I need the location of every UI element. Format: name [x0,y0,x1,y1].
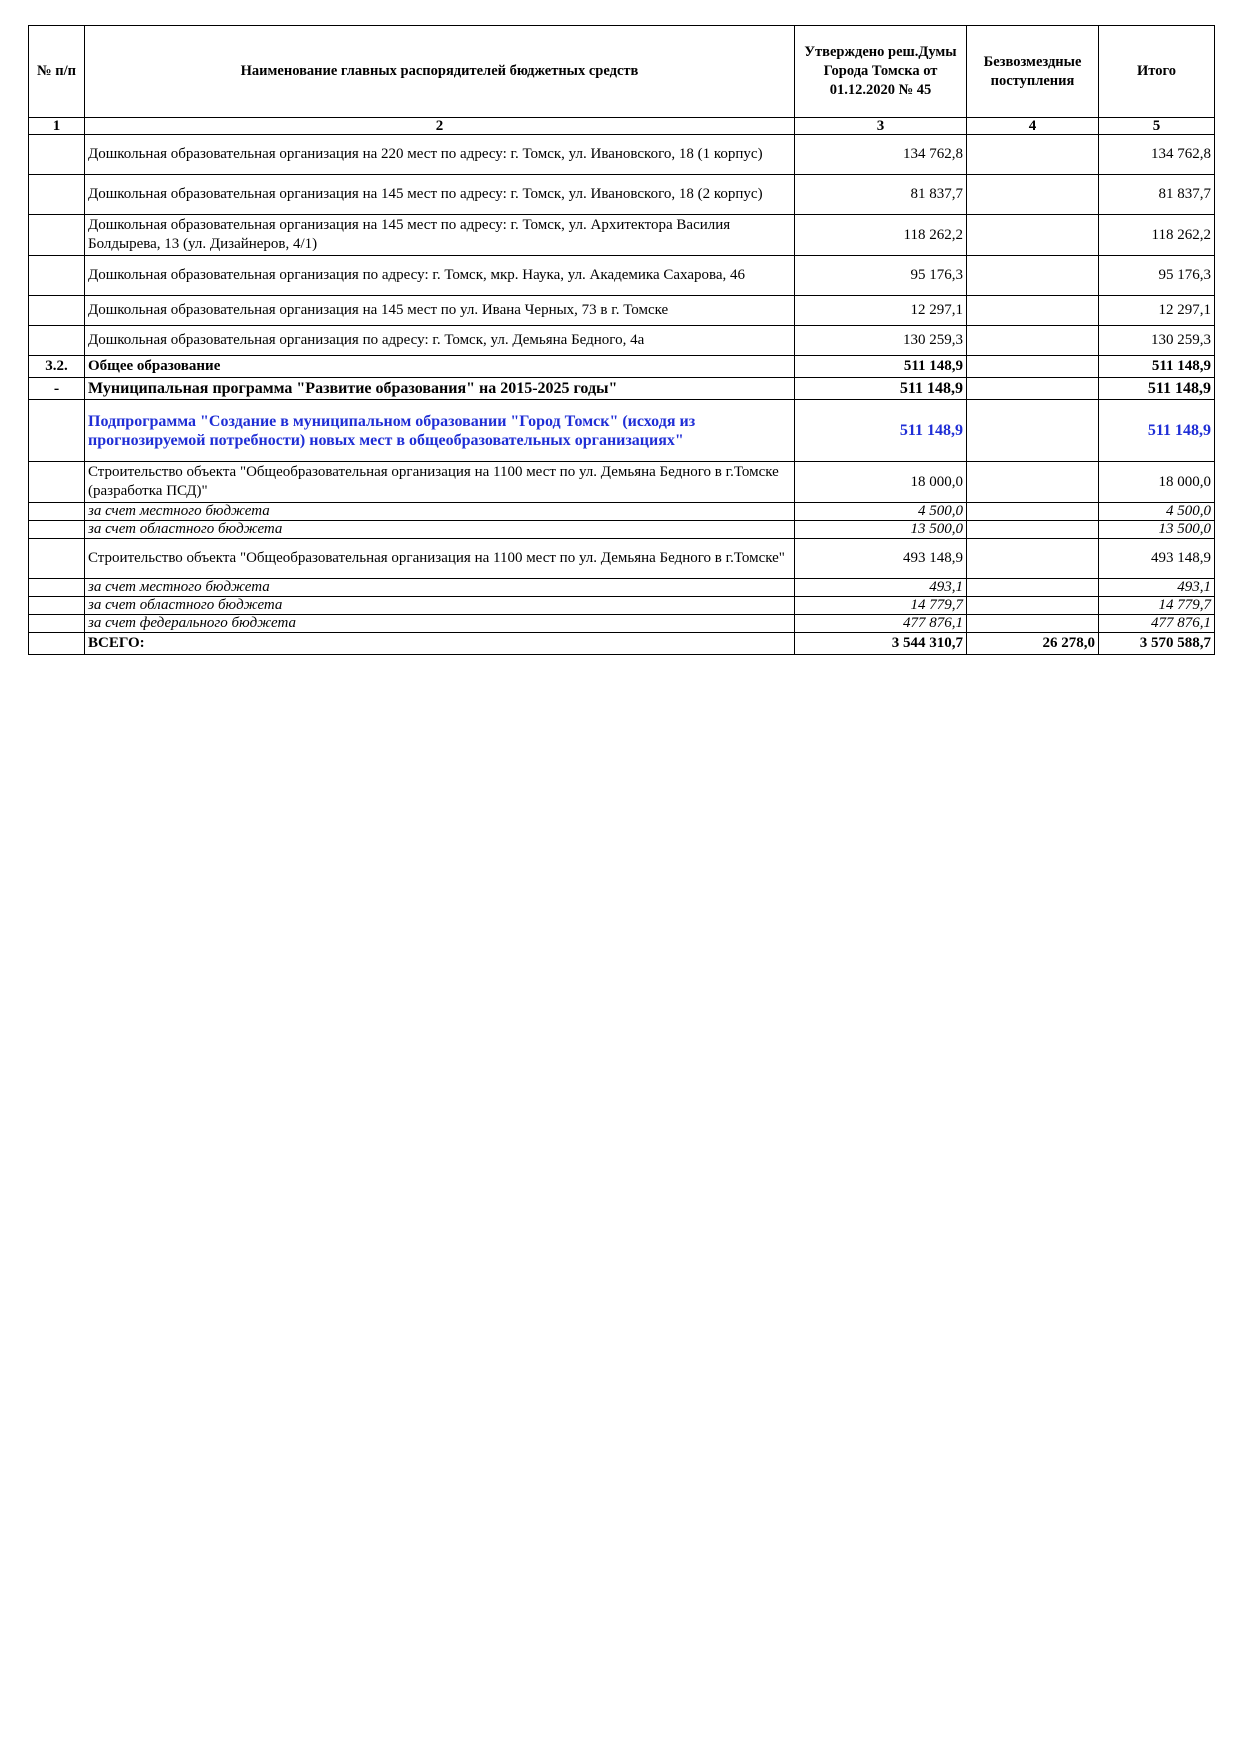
row-approved: 134 762,8 [795,135,967,175]
row-approved: 4 500,0 [795,503,967,521]
row-approved: 14 779,7 [795,597,967,615]
row-approved: 13 500,0 [795,521,967,539]
row-name: Строительство объекта "Общеобразовательная организация на 1100 мест по ул. Демьяна Бедного в г.Томске" [85,539,795,579]
row-name: ВСЕГО: [85,633,795,655]
header-grants: Безвозмездные поступления [967,26,1099,118]
row-name: Дошкольная образовательная организация на 145 мест по ул. Ивана Черных, 73 в г. Томске [85,296,795,326]
row-total: 14 779,7 [1099,597,1215,615]
row-approved: 95 176,3 [795,256,967,296]
row-grants [967,296,1099,326]
row-total: 511 148,9 [1099,400,1215,462]
row-name: Общее образование [85,356,795,378]
row-approved: 118 262,2 [795,215,967,256]
row-number [29,521,85,539]
row-name: Дошкольная образовательная организация на 145 мест по адресу: г. Томск, ул. Архитектора Василия Болдырева, 13 (ул. Дизайнеров, 4/1) [85,215,795,256]
row-grants [967,615,1099,633]
row-total: 477 876,1 [1099,615,1215,633]
row-number [29,579,85,597]
funding-source-row [29,503,1215,521]
row-grants [967,462,1099,503]
row-total: 12 297,1 [1099,296,1215,326]
row-name: за счет федерального бюджета [85,615,795,633]
row-approved: 493 148,9 [795,539,967,579]
section-row [29,356,1215,378]
row-number: - [29,378,85,400]
row-number [29,215,85,256]
row-number [29,326,85,356]
row-total: 118 262,2 [1099,215,1215,256]
row-grants: 26 278,0 [967,633,1099,655]
funding-source-row [29,615,1215,633]
row-number [29,597,85,615]
row-name: Дошкольная образовательная организация на 220 мест по адресу: г. Томск, ул. Ивановского, 18 (1 корпус) [85,135,795,175]
row-total: 130 259,3 [1099,326,1215,356]
row-name: за счет областного бюджета [85,597,795,615]
header-number: № п/п [29,26,85,118]
row-total: 511 148,9 [1099,378,1215,400]
table-row [29,135,1215,175]
subprogram-row [29,400,1215,462]
row-number [29,175,85,215]
row-approved: 477 876,1 [795,615,967,633]
row-total: 134 762,8 [1099,135,1215,175]
column-number: 4 [967,118,1099,135]
row-grants [967,378,1099,400]
table-row [29,462,1215,503]
funding-source-row [29,521,1215,539]
table-row [29,175,1215,215]
row-grants [967,579,1099,597]
row-total: 95 176,3 [1099,256,1215,296]
row-total: 493,1 [1099,579,1215,597]
row-number [29,503,85,521]
row-grants [967,597,1099,615]
row-grants [967,256,1099,296]
column-number: 3 [795,118,967,135]
row-number [29,633,85,655]
header-row [29,26,1215,118]
grand-total-row [29,633,1215,655]
row-number [29,135,85,175]
table-row [29,215,1215,256]
column-number-row [29,118,1215,135]
row-grants [967,521,1099,539]
header-approved: Утверждено реш.Думы Города Томска от 01.12.2020 № 45 [795,26,967,118]
table-row [29,539,1215,579]
row-approved: 3 544 310,7 [795,633,967,655]
row-total: 18 000,0 [1099,462,1215,503]
program-row [29,378,1215,400]
row-name: Дошкольная образовательная организация по адресу: г. Томск, мкр. Наука, ул. Академика Сахарова, 46 [85,256,795,296]
row-number: 3.2. [29,356,85,378]
row-name: Строительство объекта "Общеобразовательная организация на 1100 мест по ул. Демьяна Бедного в г.Томске (разработка ПСД)" [85,462,795,503]
row-approved: 493,1 [795,579,967,597]
row-total: 3 570 588,7 [1099,633,1215,655]
row-approved: 18 000,0 [795,462,967,503]
table-row [29,326,1215,356]
row-name: Подпрограмма "Создание в муниципальном образовании "Город Томск" (исходя из прогнозируемой потребности) новых мест в общеобразовательных организациях" [85,400,795,462]
row-approved: 511 148,9 [795,400,967,462]
row-approved: 130 259,3 [795,326,967,356]
row-approved: 81 837,7 [795,175,967,215]
row-number [29,256,85,296]
funding-source-row [29,579,1215,597]
row-grants [967,135,1099,175]
row-total: 4 500,0 [1099,503,1215,521]
funding-source-row [29,597,1215,615]
row-approved: 12 297,1 [795,296,967,326]
header-name: Наименование главных распорядителей бюджетных средств [85,26,795,118]
column-number: 1 [29,118,85,135]
row-number [29,462,85,503]
column-number: 2 [85,118,795,135]
row-number [29,539,85,579]
table-row [29,296,1215,326]
row-total: 493 148,9 [1099,539,1215,579]
header-total: Итого [1099,26,1215,118]
row-grants [967,539,1099,579]
row-number [29,400,85,462]
row-total: 511 148,9 [1099,356,1215,378]
row-name: Дошкольная образовательная организация на 145 мест по адресу: г. Томск, ул. Ивановского, 18 (2 корпус) [85,175,795,215]
row-number [29,615,85,633]
row-name: Муниципальная программа "Развитие образования" на 2015-2025 годы" [85,378,795,400]
budget-table [28,25,1215,655]
row-grants [967,326,1099,356]
table-row [29,256,1215,296]
row-number [29,296,85,326]
row-name: Дошкольная образовательная организация по адресу: г. Томск, ул. Демьяна Бедного, 4а [85,326,795,356]
row-approved: 511 148,9 [795,378,967,400]
row-name: за счет местного бюджета [85,579,795,597]
row-name: за счет областного бюджета [85,521,795,539]
column-number: 5 [1099,118,1215,135]
row-total: 81 837,7 [1099,175,1215,215]
row-name: за счет местного бюджета [85,503,795,521]
row-grants [967,356,1099,378]
row-grants [967,175,1099,215]
row-grants [967,400,1099,462]
row-total: 13 500,0 [1099,521,1215,539]
row-grants [967,503,1099,521]
row-grants [967,215,1099,256]
row-approved: 511 148,9 [795,356,967,378]
